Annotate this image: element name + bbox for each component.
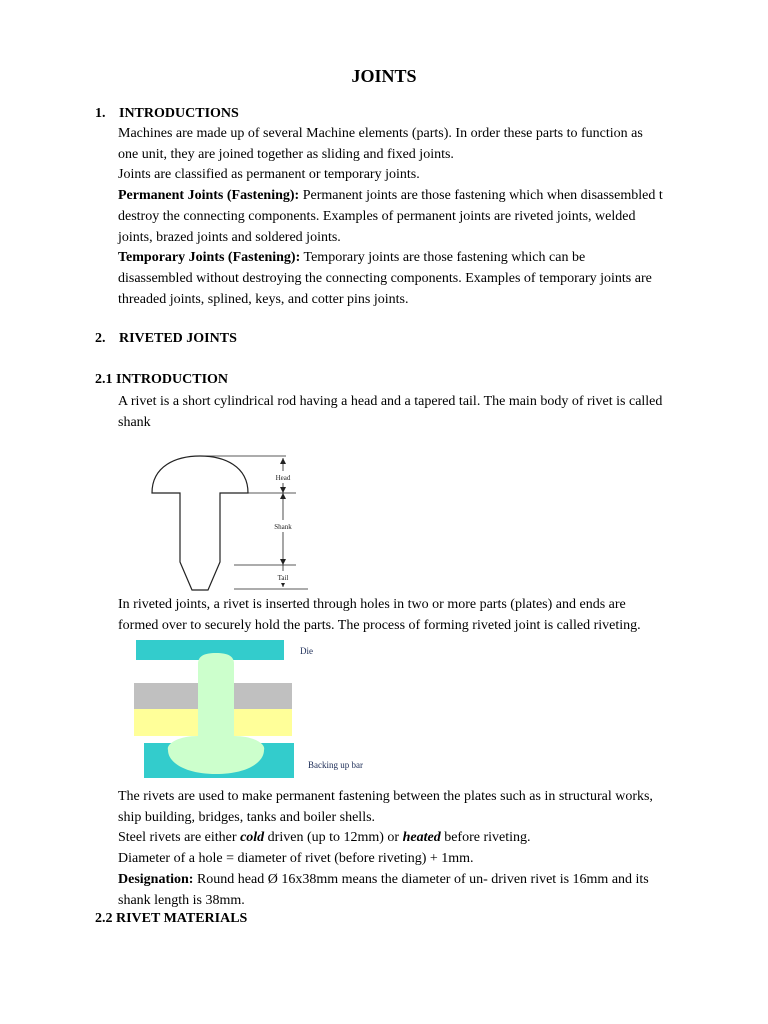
section-1-body	[118, 124, 718, 310]
section-2-1-heading: 2.1 INTRODUCTION	[95, 372, 229, 387]
temporary-joints-text: Temporary joints are those fastening which can be	[300, 250, 586, 266]
temporary-joints-line-3: threaded joints, splined, keys, and cotter pins joints.	[118, 291, 409, 307]
heated-emphasis: heated	[402, 830, 441, 846]
die-label: Die	[300, 646, 313, 656]
permanent-joints-line-2: destroy the connecting components. Examples of permanent joints are riveted joints, welded	[118, 208, 636, 224]
head-bottom-arrow	[280, 487, 286, 493]
permanent-joints-line-1	[118, 186, 718, 207]
temporary-joints-label: Temporary Joints (Fastening):	[118, 250, 301, 266]
section-2-1-body	[118, 392, 718, 433]
section-1-title: INTRODUCTIONS	[119, 106, 239, 121]
intro-line-2: one unit, they are joined together as sliding and fixed joints.	[118, 146, 454, 162]
designation-text: Round head Ø 16x38mm means the diameter of un- driven rivet is 16mm and its	[193, 871, 649, 887]
temporary-joints-line-1	[118, 248, 718, 269]
shank-label: Shank	[274, 523, 292, 531]
designation-line-2: shank length is 38mm.	[118, 892, 245, 908]
permanent-joints-text: Permanent joints are those fastening which when disassembled t	[299, 188, 663, 204]
rivet-definition-line-1: A rivet is a short cylindrical rod having a head and a tapered tail. The main body of rivet is called	[118, 394, 663, 409]
uses-line-1: The rivets are used to make permanent fastening between the plates such as in structural works,	[118, 789, 653, 804]
steel-text-1: Steel rivets are either	[118, 830, 241, 846]
uses-line-2: ship building, bridges, tanks and boiler shells.	[118, 809, 376, 825]
riveting-body	[118, 595, 718, 636]
intro-line-3: Joints are classified as permanent or temporary joints.	[118, 167, 420, 183]
steel-text-2: driven (up to 12mm) or	[264, 830, 403, 846]
riveting-line-2: formed over to securely hold the parts. The process of forming riveted joint is called riveting.	[118, 617, 641, 633]
section-2-heading	[95, 331, 237, 347]
hole-diameter-line: Diameter of a hole = diameter of rivet (before riveting) + 1mm.	[118, 851, 474, 867]
section-2-title: RIVETED JOINTS	[119, 331, 237, 346]
steel-rivets-line	[118, 828, 718, 849]
tail-label: Tail	[277, 574, 289, 582]
head-top-arrow	[280, 458, 286, 464]
page-title: JOINTS	[351, 66, 417, 86]
permanent-joints-line-3: joints, brazed joints and soldered joints.	[118, 229, 341, 245]
section-1-heading	[95, 106, 239, 122]
designation-line-1	[118, 870, 718, 891]
section-2-number: 2.	[95, 331, 106, 346]
permanent-joints-label: Permanent Joints (Fastening):	[118, 188, 300, 204]
rivet-anatomy-figure	[136, 450, 316, 596]
steel-text-3: before riveting.	[440, 830, 531, 846]
shank-top-arrow	[280, 493, 286, 499]
riveting-line-1: In riveted joints, a rivet is inserted through holes in two or more parts (plates) and ends are	[118, 597, 626, 612]
head-label: Head	[275, 474, 291, 482]
shank-bottom-arrow	[280, 559, 286, 565]
rivet-uses-body	[118, 787, 718, 911]
cold-emphasis: cold	[240, 830, 265, 846]
backing-up-bar-label: Backing up bar	[308, 760, 363, 770]
intro-line-1: Machines are made up of several Machine elements (parts). In order these parts to function as	[118, 126, 643, 141]
section-1-number: 1.	[95, 106, 106, 121]
temporary-joints-line-2: disassembled without destroying the connecting components. Examples of temporary joints are	[118, 270, 652, 286]
designation-label: Designation:	[118, 871, 194, 887]
section-2-2-heading: 2.2 RIVET MATERIALS	[95, 911, 248, 926]
rivet-definition-line-2: shank	[118, 414, 151, 430]
riveting-process-figure	[134, 638, 394, 780]
rivet-outline	[152, 456, 248, 590]
